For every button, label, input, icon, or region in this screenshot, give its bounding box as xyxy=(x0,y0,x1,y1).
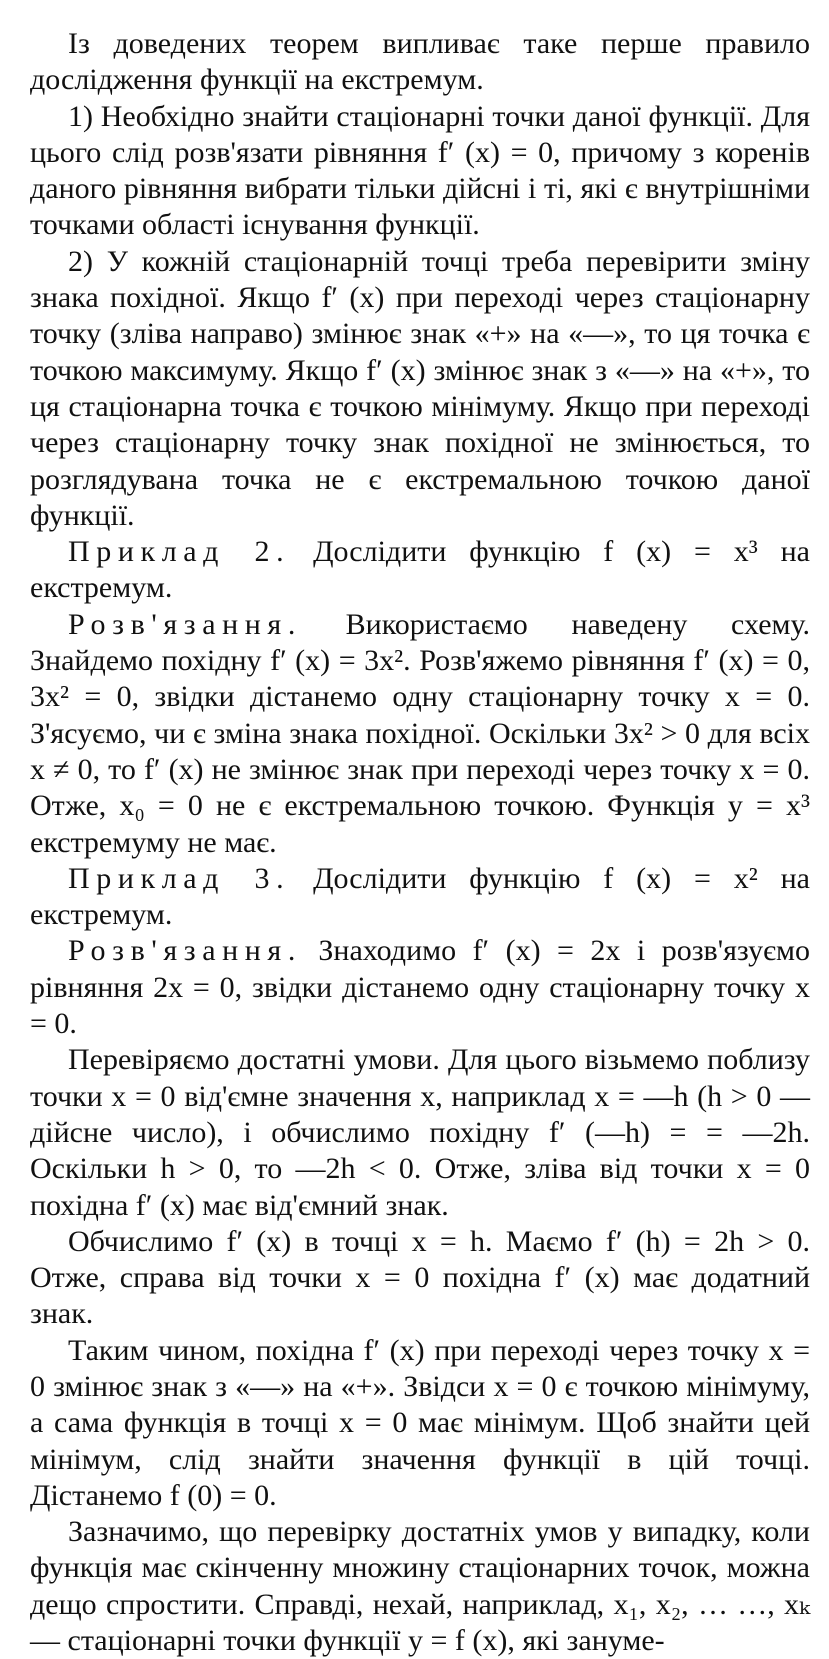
example-label: Приклад 3. xyxy=(68,861,291,895)
paragraph-text: Перевіряємо достатні умови. Для цього візьмемо поблизу точки x = 0 від'ємне значення x, наприклад x = —h (h > 0 — дійсне число), і обчислимо похідну f′ (—h) = = —2h. Оскільки h > 0, то —2h < 0. Отже, зліва від точки x = 0 похідна f′ (x) має від'ємний знак. xyxy=(30,1043,810,1222)
example-text: Дослідити функцію f (x) = x³ на екстремум. xyxy=(30,535,810,605)
paragraph-conclusion xyxy=(30,1333,810,1514)
paragraph-rule-2 xyxy=(30,244,810,534)
paragraph-text: Таким чином, похідна f′ (x) при переході через точку x = 0 змінює знак з «—» на «+». Звідси x = 0 є точкою мінімуму, а сама функція в точці x = 0 має мінімум. Щоб знайти цей мінімум, слід знайти значення функції в цій точці. Дістанемо f (0) = 0. xyxy=(30,1333,810,1512)
solution-label: Розв'язання. xyxy=(68,934,302,968)
paragraph-rule-1 xyxy=(30,99,810,244)
solution-2 xyxy=(30,607,810,861)
paragraph-text: Зазначимо, що перевірку достатніх умов у випадку, коли функція має скінченну множину стаціонарних точок, можна дещо спростити. Справді, нехай, наприклад, x₁, x₂, … …, xₖ — стаціонарні точки функції y = f (x), які зануме- xyxy=(30,1515,810,1658)
solution-3 xyxy=(30,933,810,1042)
example-text: Дослідити функцію f (x) = x² на екстремум. xyxy=(30,861,810,932)
solution-text: Знаходимо f′ (x) = 2x і розв'язуємо рівняння 2x = 0, звідки дістанемо одну стаціонарну точку x = 0. xyxy=(30,934,810,1041)
paragraph-text: 1) Необхідно знайти стаціонарні точки даної функції. Для цього слід розв'язати рівняння f′ (x) = 0, причому з коренів даного рівняння вибрати тільки дійсні і ті, які є внутрішніми точками області існування функції. xyxy=(30,99,810,242)
paragraph-check-right xyxy=(30,1224,810,1333)
page-text xyxy=(30,26,810,1659)
example-label: Приклад 2. xyxy=(68,535,291,569)
example-3 xyxy=(30,861,810,934)
paragraph-text: Із доведених теорем випливає таке перше правило дослідження функції на екстремум. xyxy=(30,27,810,97)
paragraph-text: Обчислимо f′ (x) в точці x = h. Маємо f′ (h) = 2h > 0. Отже, справа від точки x = 0 похідна f′ (x) має додатний знак. xyxy=(30,1224,810,1331)
paragraph-check-left xyxy=(30,1042,810,1223)
solution-text: Використаємо наведену схему. Знайдемо похідну f′ (x) = 3x². Розв'яжемо рівняння f′ (x) = 0, 3x² = 0, звідки дістанемо одну стаціонарну точку x = 0. З'ясуємо, чи є зміна знака похідної. Оскільки 3x² > 0 для всіх x ≠ 0, то f′ (x) не змінює знак при переході через точку x = 0. Отже, x₀ = 0 не є екстремальною точкою. Функція y = x³ екстремуму не має. xyxy=(30,607,811,859)
paragraph-text: 2) У кожній стаціонарній точці треба перевірити зміну знака похідної. Якщо f′ (x) при переході через стаціонарну точку (зліва направо) змінює знак «+» на «—», то ця точка є точкою максимуму. Якщо f′ (x) змінює знак з «—» на «+», то ця стаціонарна точка є точкою мінімуму. Якщо при переході через стаціонарну точку знак похідної не змінюється, то розглядувана точка не є екстремальною точкою даної функції. xyxy=(30,244,810,532)
paragraph-intro xyxy=(30,26,810,99)
paragraph-note xyxy=(30,1514,810,1659)
solution-label: Розв'язання. xyxy=(68,607,302,641)
example-2 xyxy=(30,534,810,607)
